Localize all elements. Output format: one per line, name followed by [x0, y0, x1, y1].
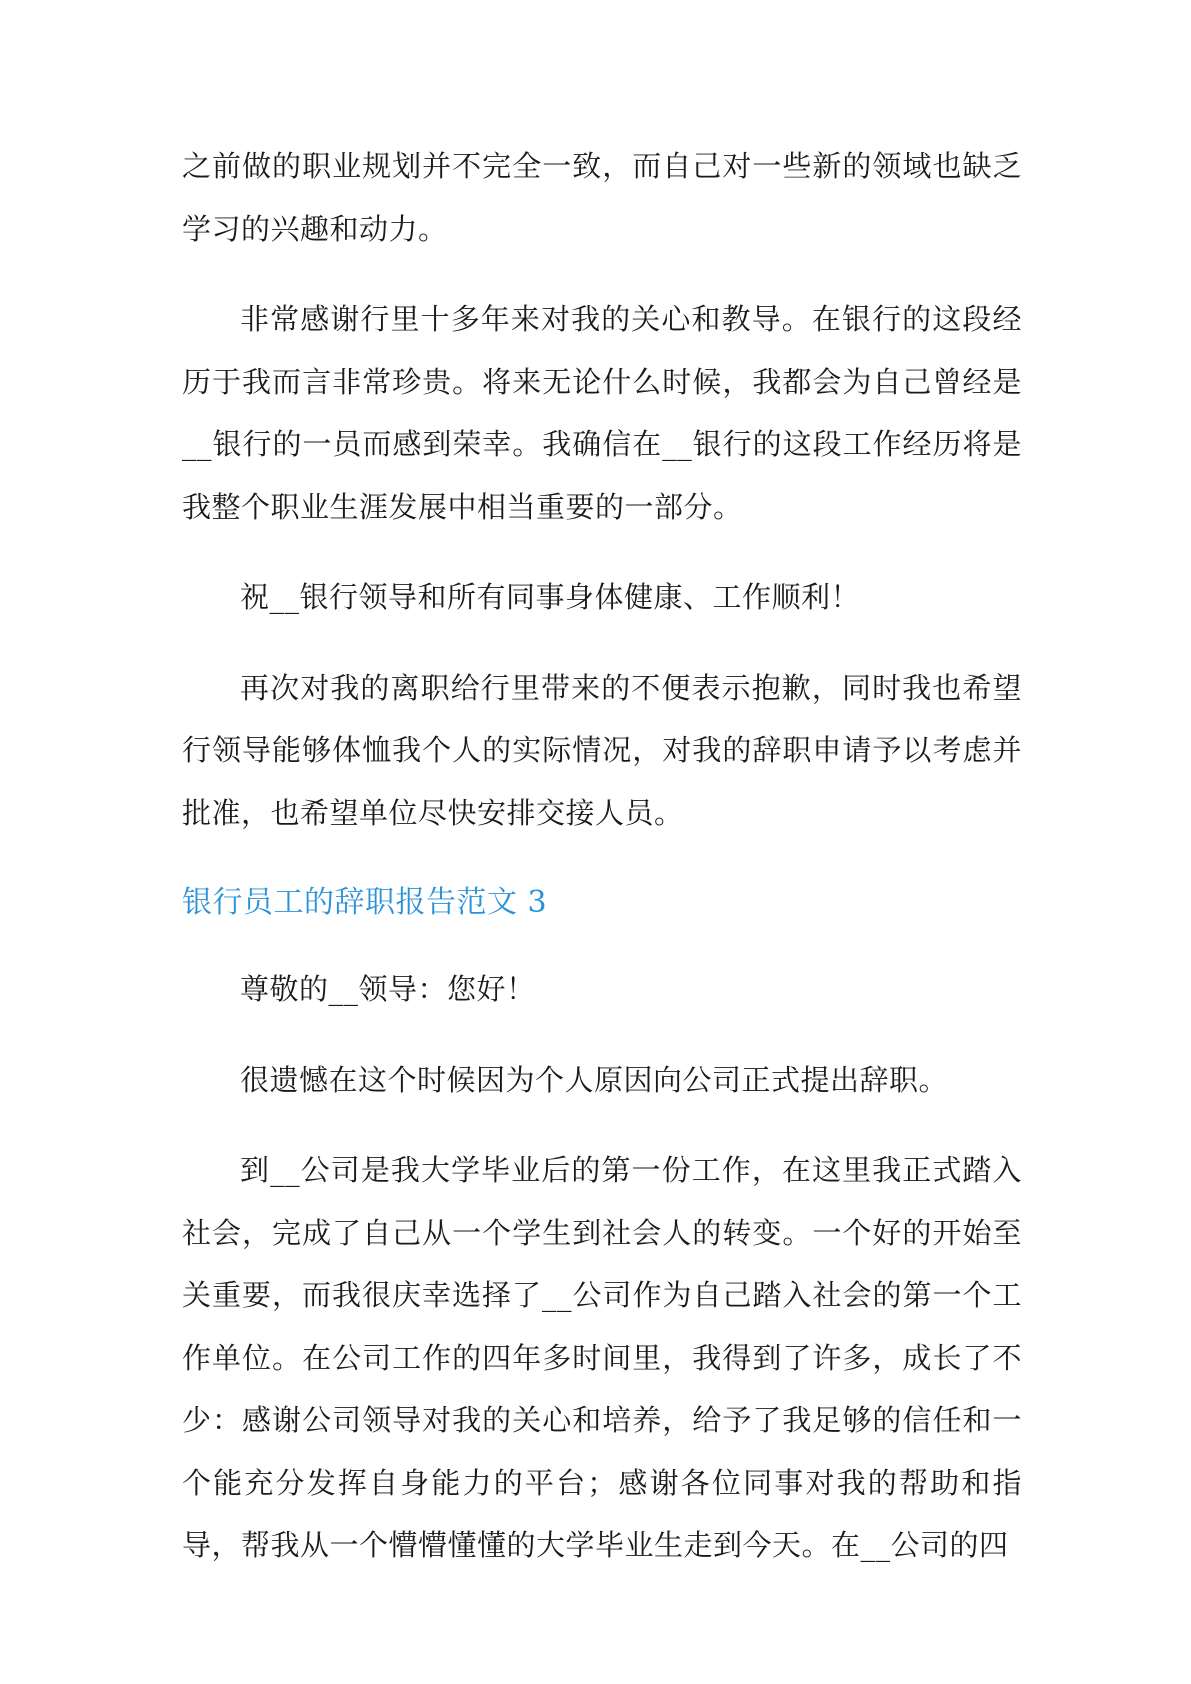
section-heading: 银行员工的辞职报告范文 3	[182, 885, 548, 920]
paragraph-experience: 到__公司是我大学毕业后的第一份工作，在这里我正式踏入社会，完成了自己从一个学生到社会人的转变。一个好的开始至关重要，而我很庆幸选择了__公司作为自己踏入社会的第一个工作单位。在公司工作的四年多时间里，我得到了许多，成长了不少：感谢公司领导对我的关心和培养，给予了我足够的信任和一个能充分发挥自身能力的平台；感谢各位同事对我的帮助和指导，帮我从一个懵懵懂懂的大学毕业生走到今天。在__公司的四	[182, 1153, 1022, 1562]
paragraph-continuation: 之前做的职业规划并不完全一致，而自己对一些新的领域也缺乏学习的兴趣和动力。	[182, 149, 1022, 246]
paragraph-salutation: 尊敬的__领导：您好！	[240, 972, 536, 1006]
paragraph-gratitude: 非常感谢行里十多年来对我的关心和教导。在银行的这段经历于我而言非常珍贵。将来无论什么时候，我都会为自己曾经是__银行的一员而感到荣幸。我确信在__银行的这段工作经历将是我整个职业生涯发展中相当重要的一部分。	[182, 302, 1022, 524]
paragraph-resignation-statement: 很遗憾在这个时候因为个人原因向公司正式提出辞职。	[240, 1062, 949, 1097]
document-body	[182, 135, 1022, 1605]
paragraph-wishes: 祝__银行领导和所有同事身体健康、工作顺利！	[240, 580, 861, 614]
paragraph-apology: 再次对我的离职给行里带来的不便表示抱歉，同时我也希望行领导能够体恤我个人的实际情况，对我的辞职申请予以考虑并批准，也希望单位尽快安排交接人员。	[182, 670, 1022, 830]
